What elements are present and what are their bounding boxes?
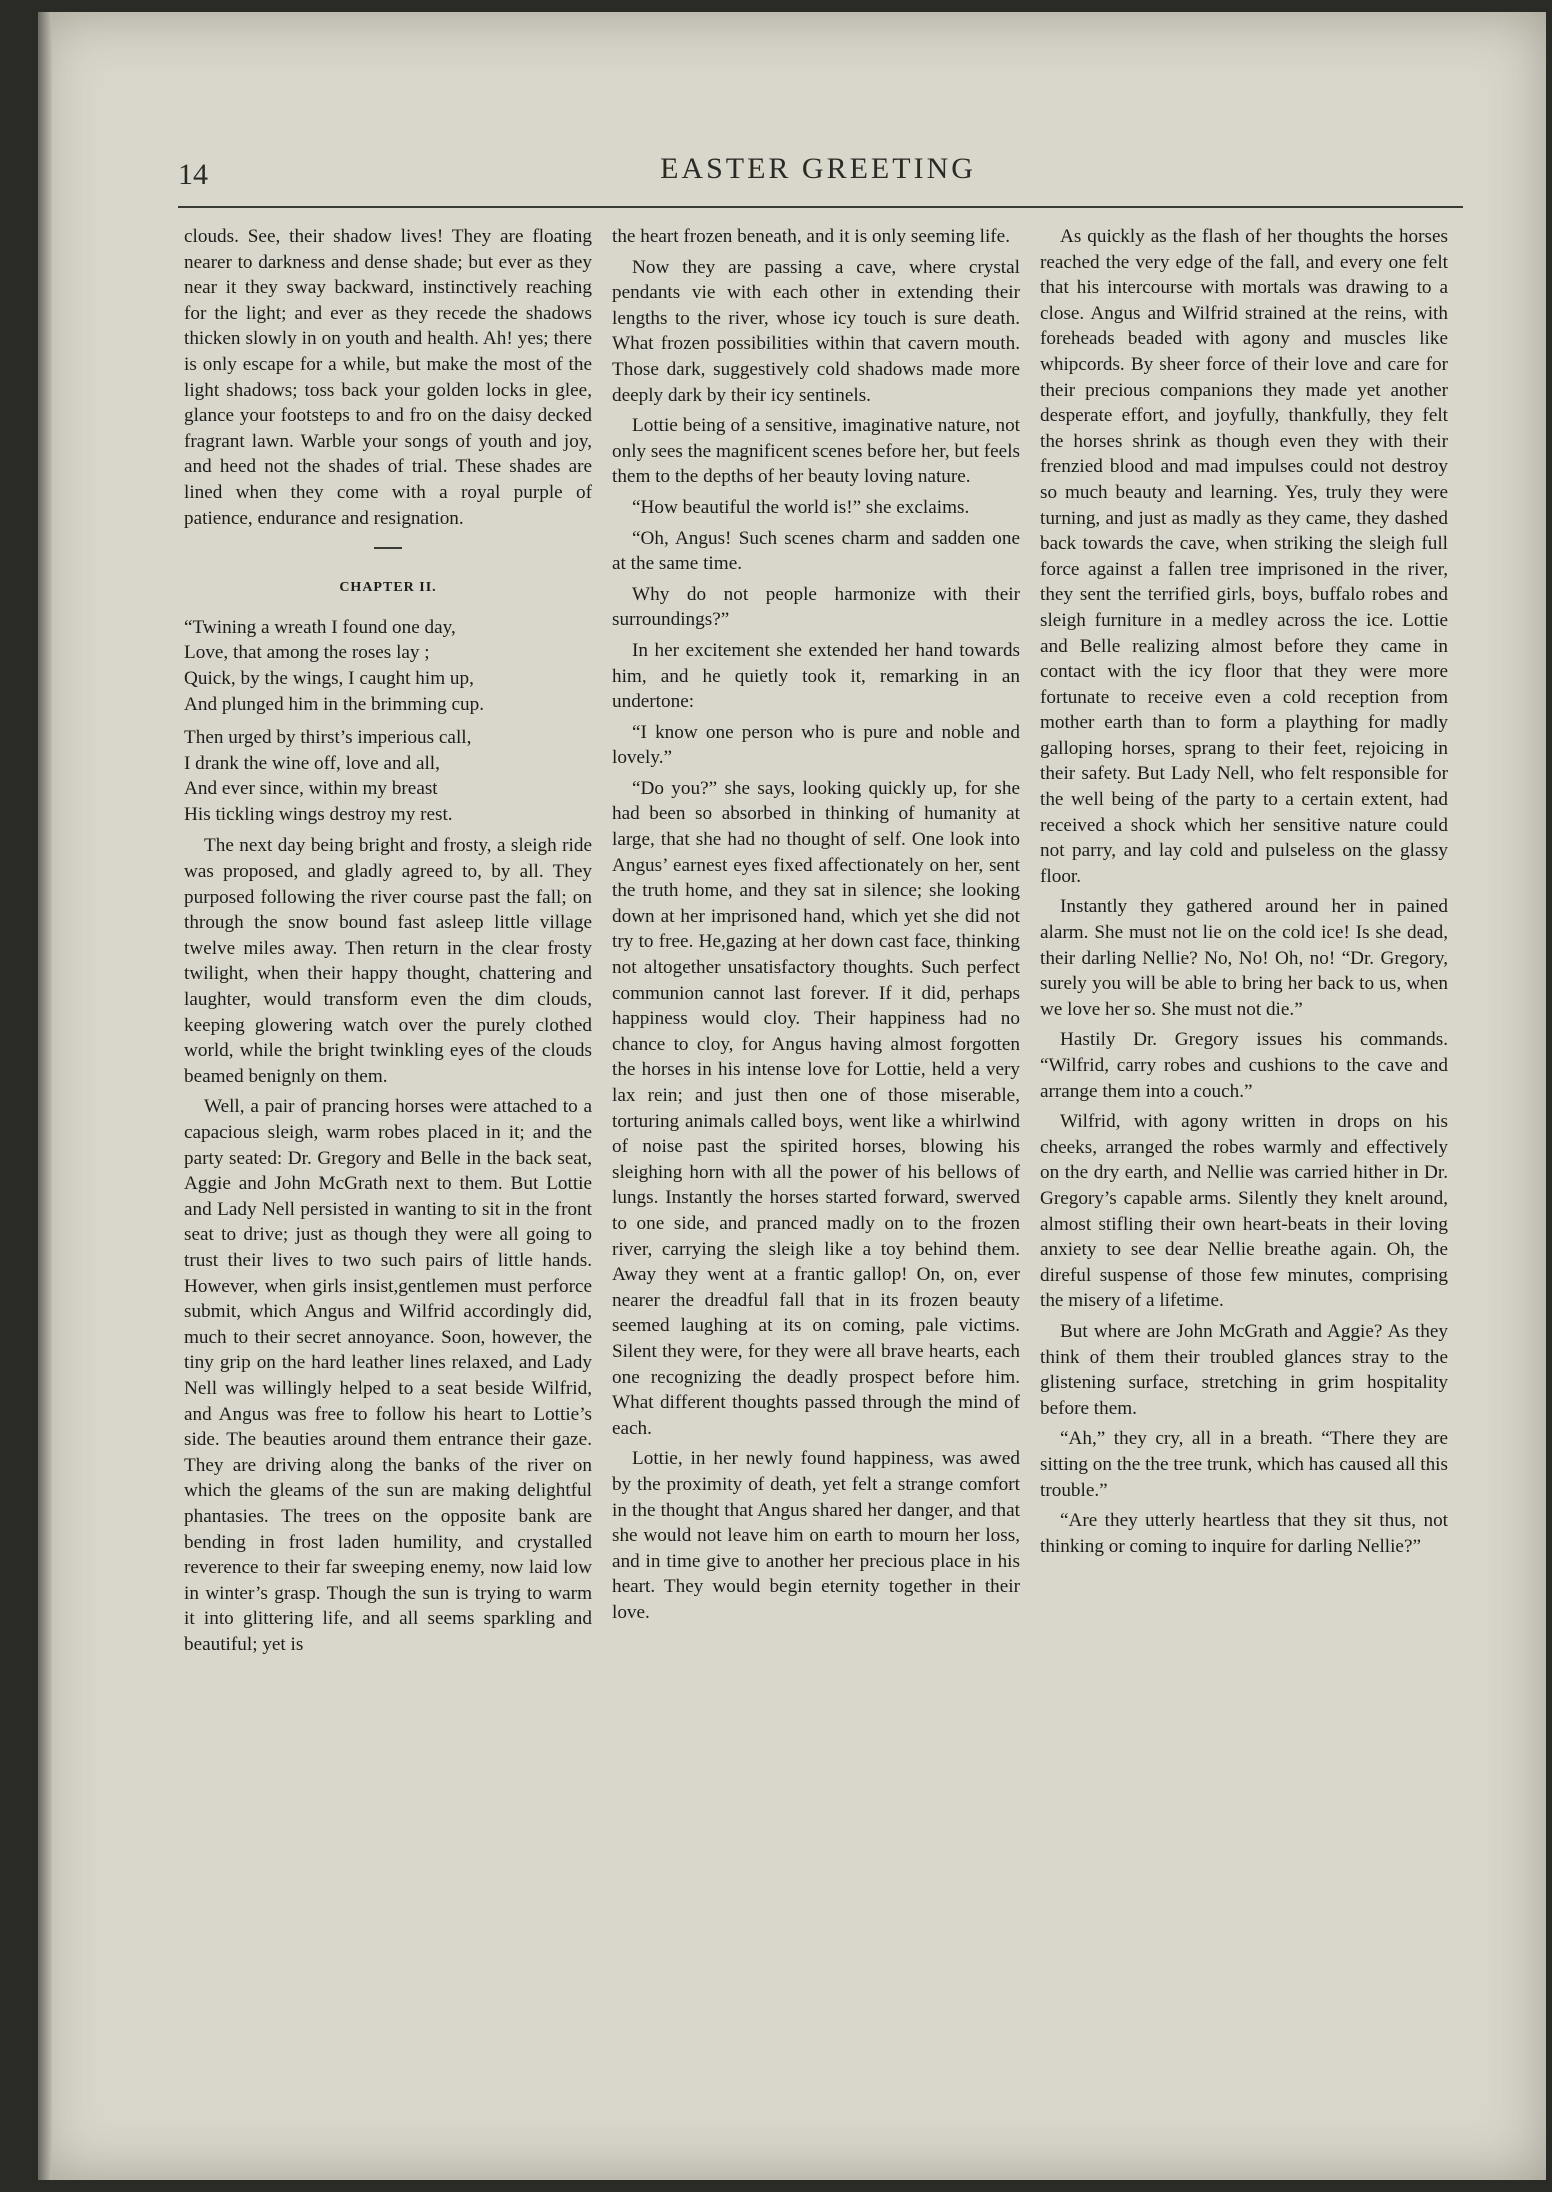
paragraph: Lottie being of a sensitive, imaginative nature, not only sees the magnificent scenes before her, but feels them to the depths of her beauty loving nature. (612, 415, 1020, 488)
page (38, 12, 1546, 2180)
binding-edge (38, 12, 52, 2180)
section-divider (374, 547, 402, 549)
running-title: EASTER GREETING (660, 152, 976, 185)
paragraph: Now they are passing a cave, where crystal pendants vie with each other in extending their lengths to the river, whose icy touch is sure death. What frozen possibilities within that cavern mouth. Those dark, suggestively cold shadows made more deeply dark by their icy sentinels. (612, 256, 1020, 406)
column-1 (184, 224, 592, 2084)
column-3 (1040, 224, 1448, 2084)
poem-line: I drank the wine off, love and all, (184, 752, 440, 774)
poem-line: “Twining a wreath I found one day, (184, 616, 456, 638)
poem (184, 615, 592, 828)
paragraph: Hastily Dr. Gregory issues his commands. “Wilfrid, carry robes and cushions to the cave and arrange them into a couch.” (1040, 1029, 1448, 1102)
paragraph: Lottie, in her newly found happiness, was awed by the proximity of death, yet felt a strange comfort in the thought that Angus shared her danger, and that she would not leave him on earth to mourn her loss, and in time give to another her precious place in his heart. They would begin eternity together in their love. (612, 1448, 1020, 1623)
poem-line: And ever since, within my breast (184, 778, 438, 800)
paragraph: “How beautiful the world is!” she exclaims. (632, 496, 970, 518)
paragraph: Well, a pair of prancing horses were attached to a capacious sleigh, warm robes placed in it; and the party seated: Dr. Gregory and Belle in the back seat, Aggie and John McGrath next to them. But Lottie and Lady Nell persisted in wanting to sit in the front seat to drive; just as though they were all going to trust their lives to two such pairs of little hands. However, when girls insist,gentlemen must perforce submit, which Angus and Wilfrid accordingly did, much to their secret annoyance. Soon, however, the tiny grip on the hard leather lines relaxed, and Lady Nell was willingly helped to a seat beside Wilfrid, and Angus was free to follow his heart to Lottie’s side. The beauties around them entrance their gaze. They are driving along the banks of the river on which the gleams of the sun are making delightful phantasies. The trees on the opposite bank are bending in frost laden humility, and crystalled reverence to their far sweeping enemy, now laid low in winter’s grasp. Though the sun is trying to warm it into glittering life, and all seems sparkling and beautiful; yet is (184, 1096, 592, 1655)
page-number: 14 (178, 158, 208, 191)
paragraph: “Are they utterly heartless that they sit thus, not thinking or coming to inquire for darling Nellie?” (1040, 1510, 1448, 1557)
poem-line: Then urged by thirst’s imperious call, (184, 727, 472, 749)
poem-line: His tickling wings destroy my rest. (184, 803, 453, 825)
column-2 (612, 224, 1020, 2084)
poem-line: Quick, by the wings, I caught him up, (184, 667, 474, 689)
header-rule (178, 206, 1463, 208)
paragraph: The next day being bright and frosty, a sleigh ride was proposed, and gladly agreed to, by all. They purposed following the river course past the fall; on through the snow bound fast asleep little village twelve miles away. Then return in the clear frosty twilight, when their happy thought, chattering and laughter, would transform even the dim clouds, keeping glowering watch over the purely clothed world, while the bright twinkling eyes of the clouds beamed benignly on them. (184, 835, 592, 1087)
paragraph: But where are John McGrath and Aggie? As they think of them their troubled glances stray to the glistening surface, stretching in grim hospitality before them. (1040, 1320, 1448, 1419)
paragraph: “Do you?” she says, looking quickly up, for she had been so absorbed in thinking of humanity at large, that she had no thought of self. One look into Angus’ earnest eyes fixed affectionately on her, sent the truth home, and they sat in silence; she looking down at her imprisoned hand, which yet she did not try to free. He,gazing at her down cast face, thinking not altogether unsatisfactory thoughts. Such perfect communion cannot last forever. If it did, perhaps happiness would cloy. Their happiness had no chance to cloy, for Angus having almost forgotten the horses in his intense love for Lottie, held a very lax rein; and just then one of those miserable, torturing animals called boys, went like a whirlwind of noise past the spirited horses, blowing his sleighing horn with all the power of his bellows of lungs. Instantly the horses started forward, swerved to one side, and pranced madly on to the frozen river, carrying the sleigh like a toy behind them. Away they went at a frantic gallop! On, on, ever nearer the dreadful fall that in its frozen beauty seemed laughing at its on coming, pale victims. Silent they were, for they were all brave hearts, each one recognizing the deadly prospect before him. What different thoughts passed through the mind of each. (612, 777, 1020, 1439)
paragraph: Wilfrid, with agony written in drops on his cheeks, arranged the robes warmly and effectively on the dry earth, and Nellie was carried hither in Dr. Gregory’s capable arms. Silently they knelt around, almost stifling their own heart-beats in their loving anxiety to see dear Nellie breathe again. Oh, the direful suspense of those few minutes, comprising the misery of a lifetime. (1040, 1111, 1448, 1312)
chapter-heading: CHAPTER II. (339, 580, 437, 596)
page-header (178, 152, 1458, 196)
paragraph: Why do not people harmonize with their surroundings?” (612, 583, 1020, 631)
paragraph: “I know one person who is pure and noble and lovely.” (612, 721, 1020, 769)
paragraph: the heart frozen beneath, and it is only seeming life. (612, 226, 1011, 247)
paragraph: Instantly they gathered around her in pained alarm. She must not lie on the cold ice! Is she dead, their darling Nellie? No, No! Oh, no! “Dr. Gregory, surely you will be able to bring her back to us, when we love her so. She must not die.” (1040, 896, 1448, 1020)
paragraph: clouds. See, their shadow lives! They are floating nearer to darkness and dense shade; but ever as they near it they sway backward, instinctively reaching for the light; and ever as they recede the shadows thicken slowly in on youth and health. Ah! yes; there is only escape for a while, but make the most of the light shadows; toss back your golden locks in glee, glance your footsteps to and fro on the daisy decked fragrant lawn. Warble your songs of youth and joy, and heed not the shades of trial. These shades are lined when they come with a royal purple of patience, endurance and resignation. (184, 226, 592, 529)
poem-line: Love, that among the roses lay ; (184, 642, 430, 664)
poem-line: And plunged him in the brimming cup. (184, 693, 485, 715)
paragraph: In her excitement she extended her hand towards him, and he quietly took it, remarking in an undertone: (612, 639, 1020, 713)
paragraph: “Oh, Angus! Such scenes charm and sadden one at the same time. (612, 527, 1020, 575)
paragraph: As quickly as the flash of her thoughts the horses reached the very edge of the fall, and every one felt that his intercourse with mortals was drawing to a close. Angus and Wilfrid strained at the reins, with foreheads beaded with agony and muscles like whipcords. By sheer force of their love and care for their precious companions they made yet another desperate effort, and joyfully, thankfully, they felt the horses shrink as though even they with their frenzied blood and mad impulses could not destroy so much beauty and learning. Yes, truly they were turning, and just as madly as they came, they dashed back towards the cave, when striking the sleigh full force against a fallen tree imprisoned in the river, they sent the terrified girls, boys, buffalo robes and sleigh furniture in a medley across the ice. Lottie and Belle realizing almost before they came in contact with the icy floor that they were more fortunate to receive even a cold reception from mother earth than to form a plaything for madly galloping horses, sprang to their feet, rejoicing in their safety. But Lady Nell, who felt responsible for the well being of the party to a certain extent, had received a shock which her sensitive nature could not parry, and lay cold and pulseless on the glassy floor. (1040, 226, 1448, 887)
paragraph: “Ah,” they cry, all in a breath. “There they are sitting on the the tree trunk, which has caused all this trouble.” (1040, 1428, 1448, 1501)
